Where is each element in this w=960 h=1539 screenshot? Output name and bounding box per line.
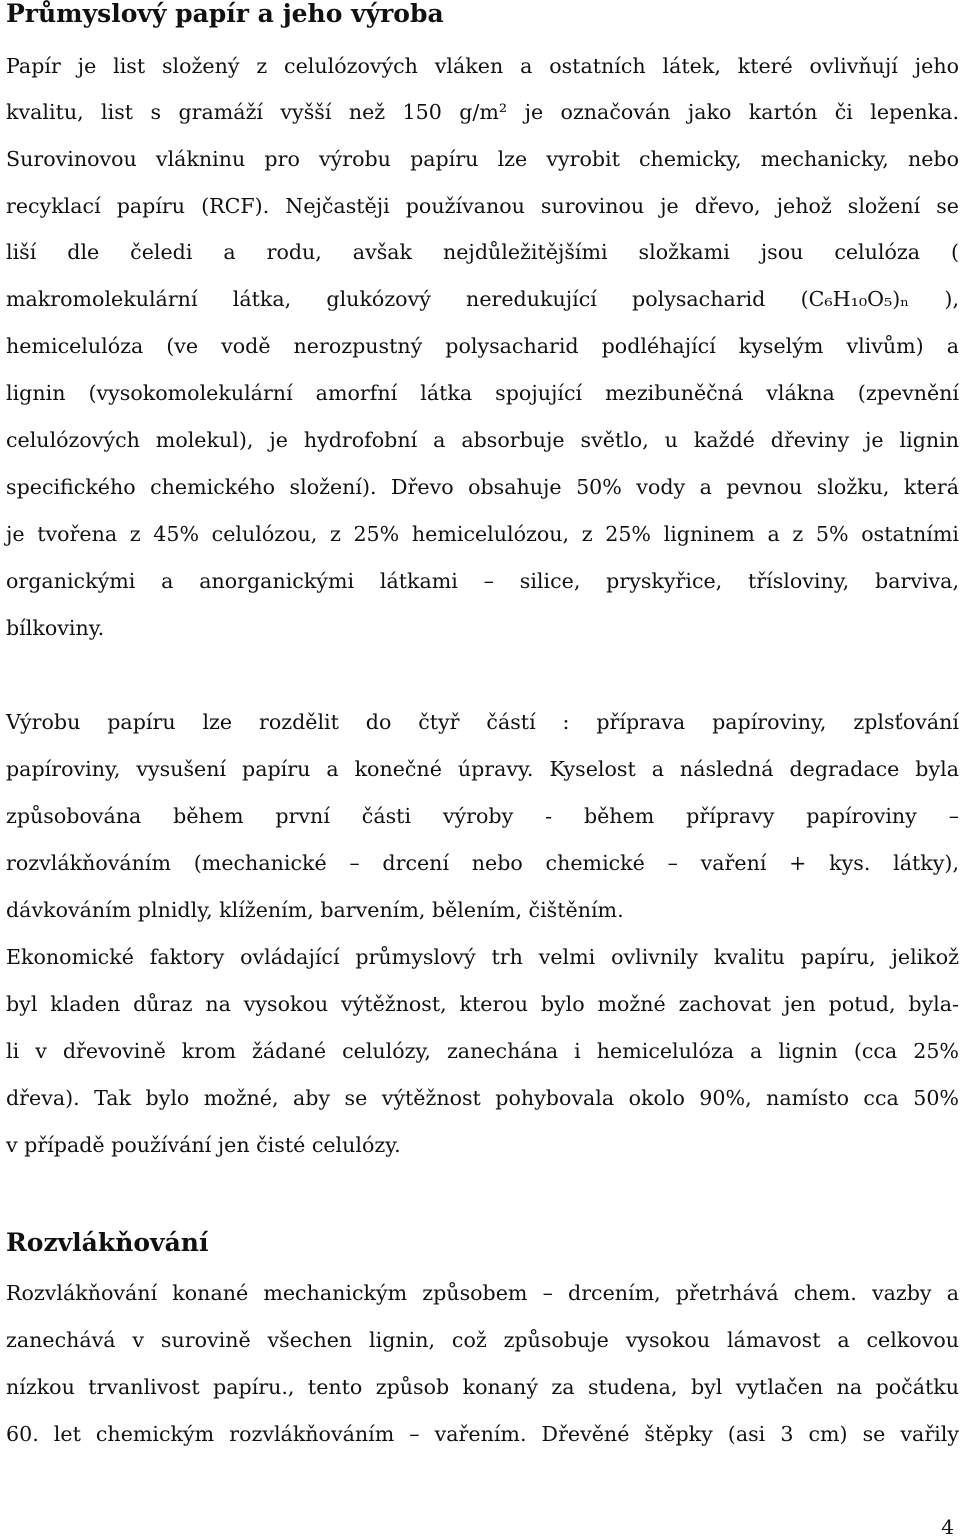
paragraph-3-line: li v dřevovině krom žádané celulózy, zanechána i hemicelulóza a lignin (cca 25%: [6, 1039, 959, 1063]
paragraph-1-line: hemicelulóza (ve vodě nerozpustný polysacharid podléhající kyselým vlivům) a: [6, 334, 959, 358]
page-number: 4: [941, 1515, 954, 1539]
paragraph-1-line: je tvořena z 45% celulózou, z 25% hemicelulózou, z 25% ligninem a z 5% ostatními: [6, 522, 959, 546]
section-heading: Rozvlákňování: [6, 1228, 209, 1257]
paragraph-1-line: celulózových molekul), je hydrofobní a absorbuje světlo, u každé dřeviny je lignin: [6, 428, 959, 452]
paragraph-2-line: dávkováním plnidly, klížením, barvením, bělením, čištěním.: [6, 898, 624, 922]
paragraph-4-line: 60. let chemickým rozvlákňováním – vařením. Dřevěné štěpky (asi 3 cm) se vařily: [6, 1422, 959, 1446]
paragraph-3-line: byl kladen důraz na vysokou výtěžnost, kterou bylo možné zachovat jen potud, byla-: [6, 992, 959, 1016]
paragraph-1-line: organickými a anorganickými látkami – silice, pryskyřice, třísloviny, barviva,: [6, 569, 959, 593]
paragraph-1-line: bílkoviny.: [6, 616, 105, 640]
paragraph-3-line: v případě používání jen čisté celulózy.: [6, 1133, 401, 1157]
paragraph-3-line: dřeva). Tak bylo možné, aby se výtěžnost pohybovala okolo 90%, namísto cca 50%: [6, 1086, 959, 1110]
paragraph-1-line: Surovinovou vlákninu pro výrobu papíru lze vyrobit chemicky, mechanicky, nebo: [6, 147, 959, 171]
paragraph-1-line: liší dle čeledi a rodu, avšak nejdůležitějšími složkami jsou celulóza (: [6, 240, 959, 264]
paragraph-4-line: nízkou trvanlivost papíru., tento způsob konaný za studena, byl vytlačen na počátku: [6, 1375, 959, 1399]
document-title: Průmyslový papír a jeho výroba: [6, 0, 444, 28]
paragraph-4-line: zanechává v surovině všechen lignin, což způsobuje vysokou lámavost a celkovou: [6, 1328, 959, 1352]
paragraph-2-line: rozvlákňováním (mechanické – drcení nebo chemické – vaření + kys. látky),: [6, 851, 959, 875]
paragraph-2-line: způsobována během první části výroby - během přípravy papíroviny –: [6, 804, 959, 828]
paragraph-4-line: Rozvlákňování konané mechanickým způsobem – drcením, přetrhává chem. vazby a: [6, 1281, 959, 1305]
paragraph-1-line: recyklací papíru (RCF). Nejčastěji používanou surovinou je dřevo, jehož složení se: [6, 194, 959, 218]
paragraph-1-line: kvalitu, list s gramáží vyšší než 150 g/m² je označován jako kartón či lepenka.: [6, 100, 959, 124]
paragraph-1-line: Papír je list složený z celulózových vláken a ostatních látek, které ovlivňují jeho: [6, 54, 959, 78]
paragraph-1-line: lignin (vysokomolekulární amorfní látka spojující mezibuněčná vlákna (zpevnění: [6, 381, 959, 405]
paragraph-1-line: makromolekulární látka, glukózový neredukující polysacharid (C₆H₁₀O₅)ₙ ),: [6, 287, 959, 311]
paragraph-2-line: papíroviny, vysušení papíru a konečné úpravy. Kyselost a následná degradace byla: [6, 757, 959, 781]
paragraph-3-line: Ekonomické faktory ovládající průmyslový trh velmi ovlivnily kvalitu papíru, jelikož: [6, 945, 959, 969]
paragraph-1-line: specifického chemického složení). Dřevo obsahuje 50% vody a pevnou složku, která: [6, 475, 959, 499]
paragraph-2-line: Výrobu papíru lze rozdělit do čtyř částí : příprava papíroviny, zplsťování: [6, 710, 959, 734]
